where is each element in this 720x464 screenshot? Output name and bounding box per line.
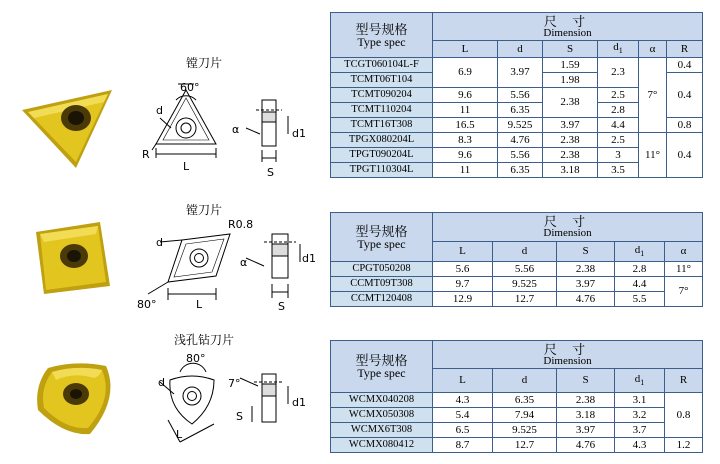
col-r: R (667, 41, 703, 58)
spec-table-2 (330, 212, 703, 307)
header-type-spec: 型号规格 Type spec (331, 13, 433, 58)
label-s: S (278, 300, 285, 313)
table-row: WCMX6T308 6.5 9.525 3.97 3.7 (331, 423, 703, 438)
col-l: L (433, 41, 498, 58)
table-row: TCMT06T104 1.98 0.4 (331, 73, 703, 88)
label-80: 80° (186, 352, 206, 365)
col-l: L (433, 242, 493, 262)
label-r08: R0.8 (228, 218, 254, 231)
table-row: TPGX080204L 8.3 4.76 2.38 2.5 11° 0.4 (331, 133, 703, 148)
table-row: WCMX040208 4.3 6.35 2.38 3.1 0.8 (331, 393, 703, 408)
header-dimension: 尺 寸 Dimension (433, 13, 703, 41)
table-row: TCGT060104L-F 6.9 3.97 1.59 2.3 7° 0.4 (331, 58, 703, 73)
triangle-insert-photo (14, 80, 126, 176)
col-d1: $d_1$ (598, 41, 639, 58)
table-row: WCMX050308 5.4 7.94 3.18 3.2 (331, 408, 703, 423)
col-r: R (665, 369, 703, 393)
table-row: TPGT090204L 9.6 5.56 2.38 3 (331, 148, 703, 163)
header-type-spec: 型号规格 Type spec (331, 213, 433, 262)
header-type-spec: 型号规格 Type spec (331, 341, 433, 393)
triangle-insert-drawing (138, 78, 318, 188)
label-d1: d1 (292, 396, 306, 409)
spec-table-3 (330, 340, 703, 453)
label-l: L (183, 160, 190, 173)
label-l: L (176, 428, 183, 441)
section2-caption: 镗刀片 (186, 203, 223, 217)
label-alpha: α (232, 123, 240, 136)
label-angle: 60° (180, 81, 200, 94)
table-row: TCMT16T308 16.5 9.525 3.97 4.4 0.8 (331, 118, 703, 133)
label-80: 80° (137, 298, 157, 311)
header-dimension: 尺 寸 Dimension (433, 341, 703, 369)
label-d: d (156, 236, 163, 249)
rhombic-insert-photo (30, 216, 114, 300)
label-d1: d1 (292, 127, 306, 140)
spec-table-1 (330, 12, 703, 178)
col-alpha: α (639, 41, 667, 58)
label-s: S (267, 166, 274, 179)
col-d: d (493, 369, 557, 393)
label-l: L (196, 298, 203, 311)
section3-caption: 浅孔钻刀片 (174, 333, 235, 347)
section1-caption: 镗刀片 (186, 56, 223, 70)
label-d: d (158, 376, 165, 389)
table-row: CCMT09T308 9.7 9.525 3.97 4.4 7° (331, 277, 703, 292)
label-d1: d1 (302, 252, 316, 265)
col-d1: $d_1$ (615, 242, 665, 262)
table-row: TPGT110304L 11 6.35 3.18 3.5 (331, 163, 703, 178)
trigon-insert-photo (28, 358, 124, 440)
col-s: S (543, 41, 598, 58)
label-s: S (236, 410, 243, 423)
col-d: d (493, 242, 557, 262)
label-alpha: α (240, 256, 248, 269)
col-s: S (557, 369, 615, 393)
label-7: 7° (228, 377, 241, 390)
table-row: TCMT090204 9.6 5.56 2.38 2.5 (331, 88, 703, 103)
table-row: CPGT050208 5.6 5.56 2.38 2.8 11° (331, 262, 703, 277)
trigon-insert-drawing (140, 350, 310, 450)
table-row: CCMT120408 12.9 12.7 4.76 5.5 (331, 292, 703, 307)
table-row: WCMX080412 8.7 12.7 4.76 4.3 1.2 (331, 438, 703, 453)
col-s: S (557, 242, 615, 262)
header-dimension: 尺 寸 Dimension (433, 213, 703, 242)
col-d: d (498, 41, 543, 58)
label-r: R (142, 148, 150, 161)
table-row: TCMT110204 11 6.35 2.8 (331, 103, 703, 118)
col-l: L (433, 369, 493, 393)
col-alpha: α (665, 242, 703, 262)
col-d1: $d_1$ (615, 369, 665, 393)
label-d: d (156, 104, 163, 117)
